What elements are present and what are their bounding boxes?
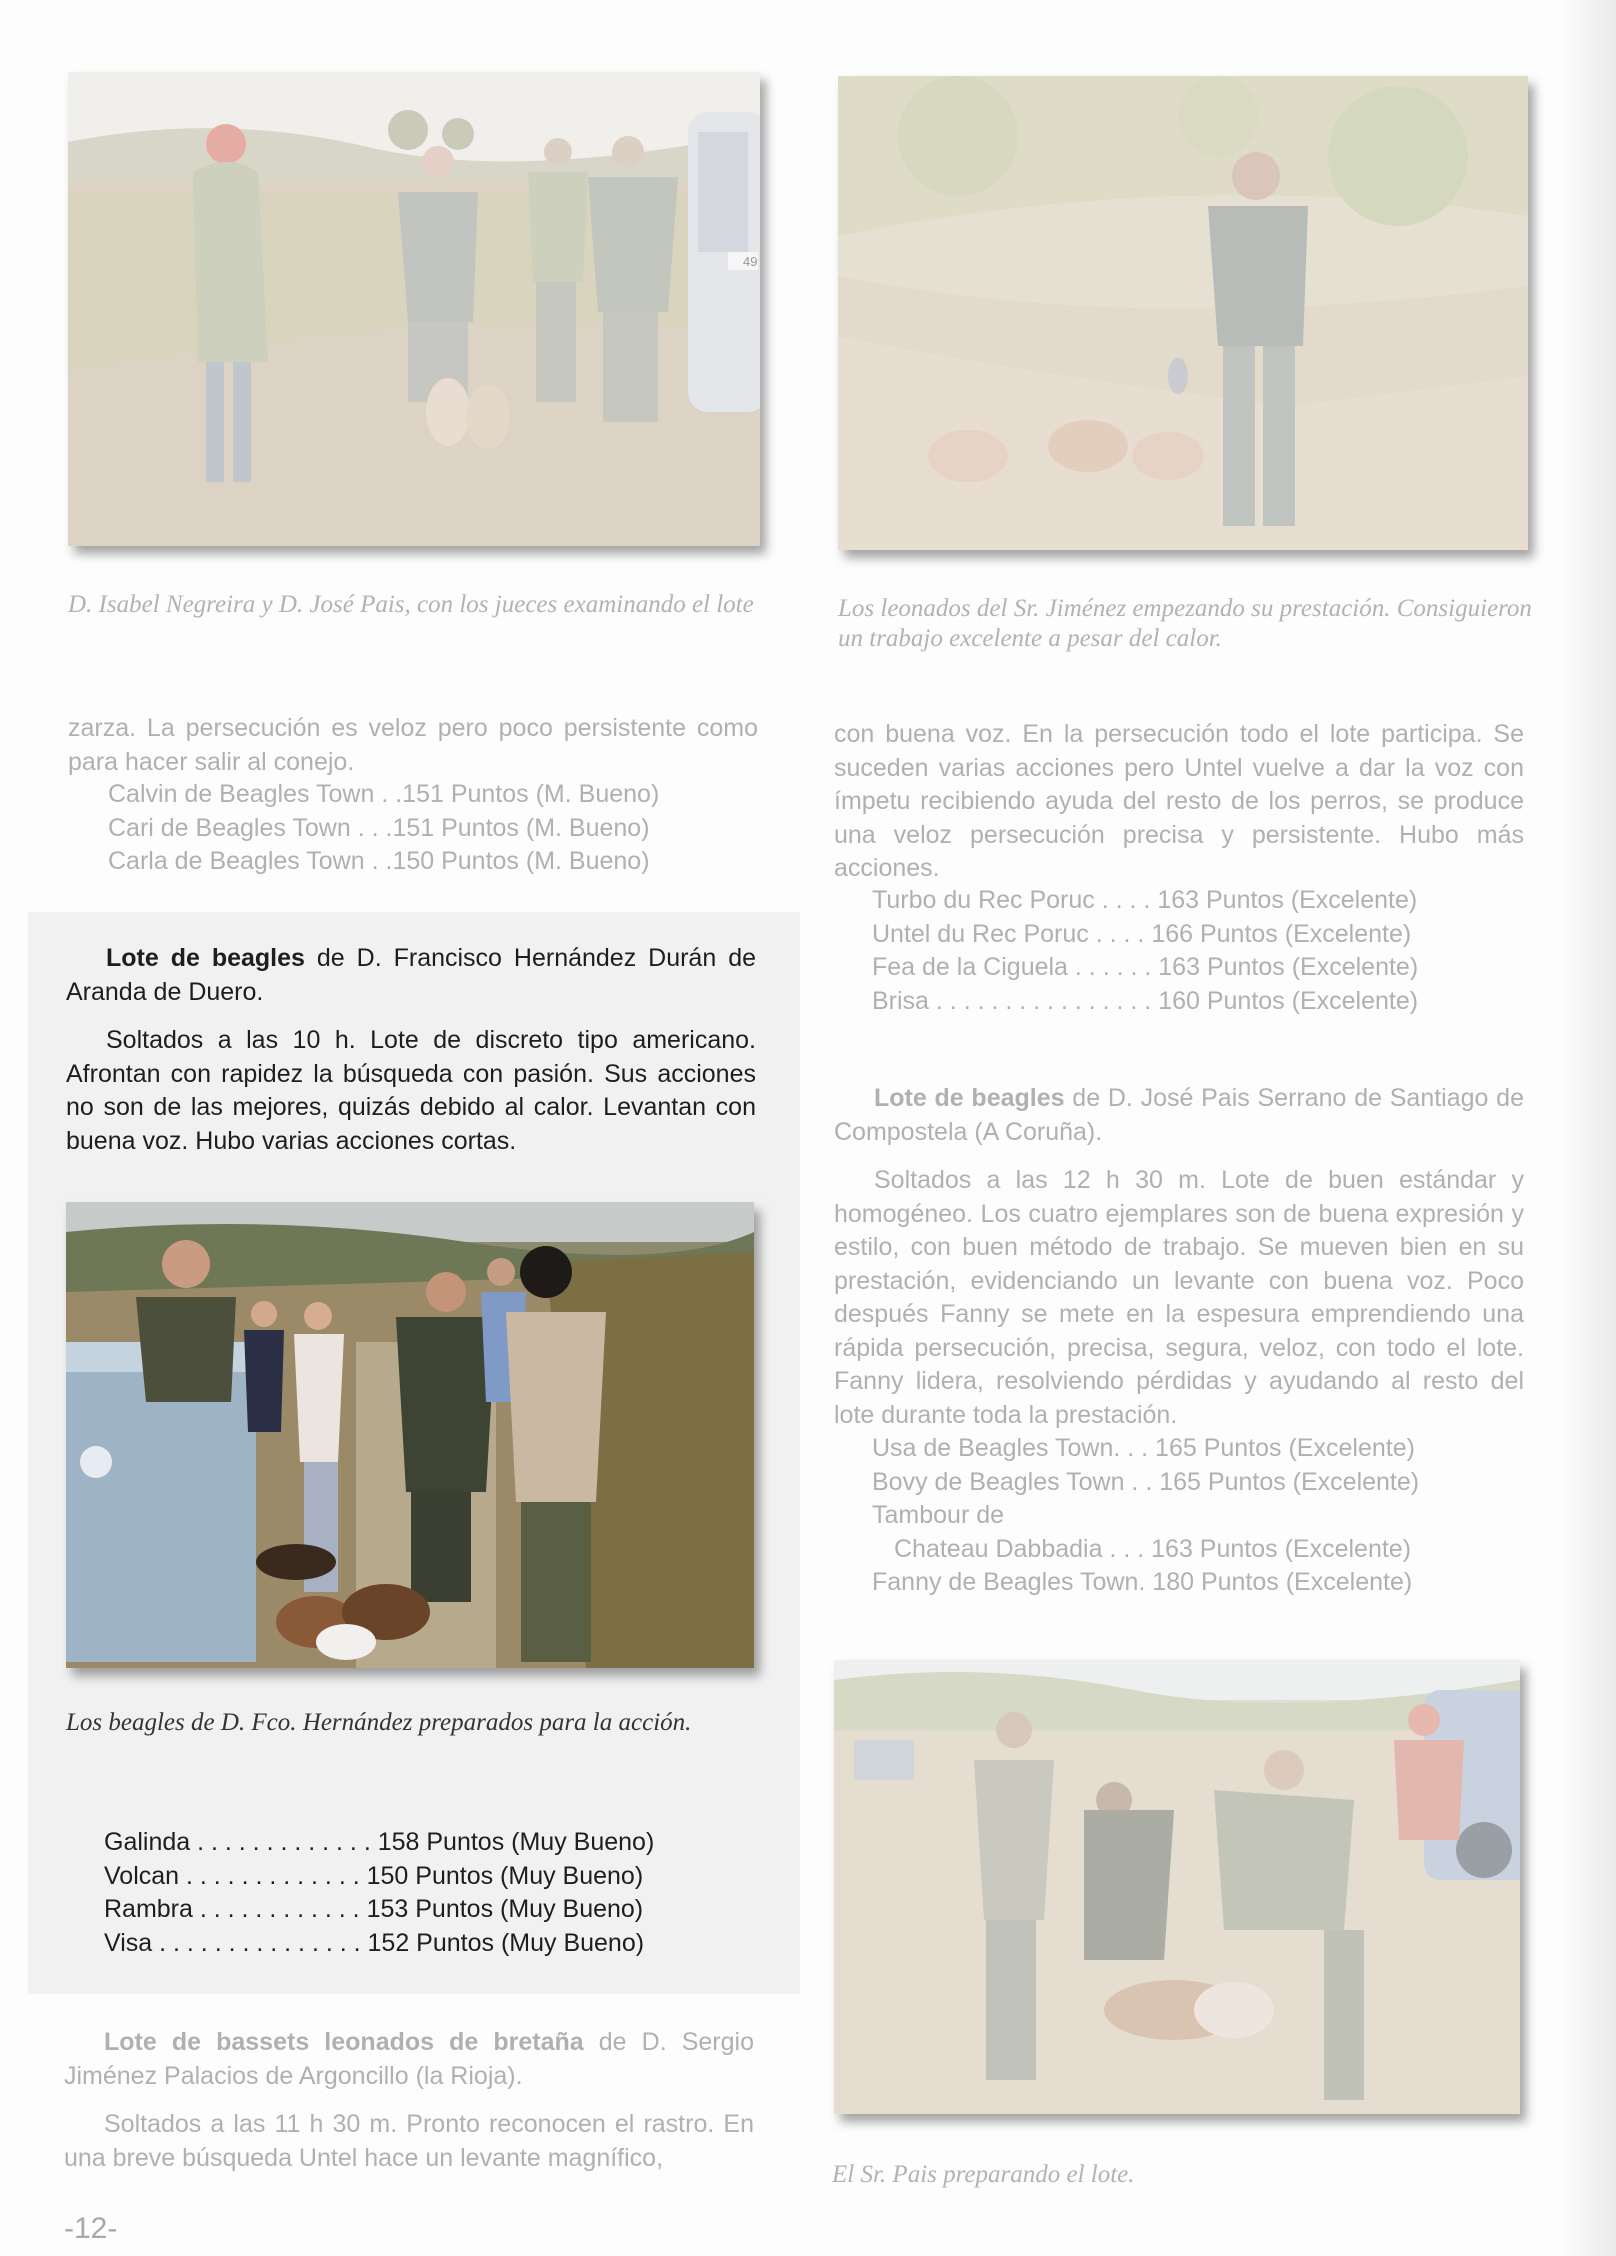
box-paragraph: Soltados a las 10 h. Lote de discreto tipo americano. Afrontan con rapidez la búsqueda con pasión. Sus acciones no son de las mejores, quizás debido al calor. Levantan con buena voz. Hubo varias acciones cortas.: [66, 1026, 756, 1155]
score-row: Visa . . . . . . . . . . . . . . . 152 Puntos (Muy Bueno): [104, 1928, 645, 1957]
score-row: Chateau Dabbadia . . . 163 Puntos (Excelente): [894, 1534, 1412, 1563]
page-number: -12-: [64, 2212, 118, 2245]
pais-paragraph-block: [834, 1164, 1524, 1432]
pais-heading-bold: Lote de beagles: [874, 1084, 1065, 1112]
bassets-paragraph: Soltados a las 11 h 30 m. Pronto reconocen el rastro. En una breve búsqueda Untel hace un levante magnífico,: [64, 2110, 754, 2172]
left-intro-paragraph: zarza. La persecución es veloz pero poco persistente como para hacer salir al conejo.: [68, 714, 758, 776]
caption-photo2: Los leonados del Sr. Jiménez empezando su prestación. Consiguieron un trabajo excelente a pesar del calor.: [838, 595, 1532, 652]
photo-pais-preparing: [834, 1660, 1520, 2114]
box-paragraph-block: [66, 1024, 756, 1158]
photo-judges-examining: [68, 72, 760, 546]
pais-heading: [834, 1082, 1524, 1149]
score-row: Fanny de Beagles Town. 180 Puntos (Excelente): [872, 1568, 1413, 1596]
bassets-heading-bold: Lote de bassets leonados de bretaña: [104, 2028, 584, 2056]
caption-photo1: D. Isabel Negreira y D. José Pais, con los jueces examinando el lote: [68, 591, 754, 618]
left-intro-block: [68, 712, 758, 779]
right-scores-b: [872, 1432, 1532, 1600]
caption-photo4: El Sr. Pais preparando el lote.: [832, 2161, 1135, 2188]
photo-beagles-ready: [66, 1202, 754, 1668]
right-scores-a: [872, 884, 1532, 1018]
score-row: Cari de Beagles Town . . .151 Puntos (M. Bueno): [108, 813, 650, 842]
score-row: Tambour de: [872, 1501, 1005, 1529]
score-row: Rambra . . . . . . . . . . . . 153 Puntos (Muy Bueno): [104, 1895, 644, 1923]
right-cont-paragraph: con buena voz. En la persecución todo el lote participa. Se suceden varias acciones pero Untel vuelve a dar la voz con ímpetu recibiendo ayuda del resto de los perros, se produce una veloz persecución precisa y persistente. Hubo más acciones.: [834, 720, 1524, 882]
score-row: Galinda . . . . . . . . . . . . . 158 Puntos (Muy Bueno): [104, 1828, 655, 1856]
pais-paragraph: Soltados a las 12 h 30 m. Lote de buen estándar y homogéneo. Los cuatro ejemplares son de buena expresión y estilo, con buen método de trabajo. Se mueven bien en su prestación, evidenciando un levante con buena voz. Poco después Fanny se mete en la espesura emprendiendo una rápida persecución, precisa, segura, veloz, con todo el lote. Fanny lidera, resolviendo pérdidas y ayudando al resto del lote durante toda la prestación.: [834, 1166, 1524, 1429]
page-edge-shadow: [1560, 0, 1616, 2256]
pais-heading-rest: de D. José Pais Serrano de Santiago de Compostela (A Coruña).: [834, 1084, 1524, 1146]
right-cont-block: [834, 718, 1524, 886]
score-row: Volcan . . . . . . . . . . . . . 150 Puntos (Muy Bueno): [104, 1861, 644, 1890]
score-row: Untel du Rec Poruc . . . . 166 Puntos (Excelente): [872, 919, 1412, 948]
score-row: Fea de la Ciguela . . . . . . 163 Puntos (Excelente): [872, 953, 1419, 981]
score-row: Brisa . . . . . . . . . . . . . . . . 160 Puntos (Excelente): [872, 986, 1419, 1015]
bassets-paragraph-block: [64, 2108, 754, 2175]
score-row: Calvin de Beagles Town . .151 Puntos (M. Bueno): [108, 780, 660, 808]
score-row: Carla de Beagles Town . .150 Puntos (M. Bueno): [108, 847, 650, 875]
box-scores: [104, 1826, 784, 1960]
box-heading: [66, 942, 756, 1009]
score-row: Usa de Beagles Town. . . 165 Puntos (Excelente): [872, 1434, 1415, 1462]
bassets-heading: [64, 2026, 754, 2093]
photo-leonados-starting: [838, 76, 1528, 550]
score-row: Turbo du Rec Poruc . . . . 163 Puntos (Excelente): [872, 886, 1418, 914]
left-scores-top: [108, 778, 768, 879]
caption-photo3: Los beagles de D. Fco. Hernández preparados para la acción.: [66, 1709, 692, 1736]
photo1-plate-text: 49: [743, 254, 758, 269]
box-heading-bold: Lote de beagles: [106, 944, 305, 972]
bassets-heading-rest: de D. Sergio Jiménez Palacios de Argoncillo (la Rioja).: [64, 2028, 754, 2090]
score-row: Bovy de Beagles Town . . 165 Puntos (Excelente): [872, 1467, 1420, 1496]
box-heading-rest: de D. Francisco Hernández Durán de Aranda de Duero.: [66, 944, 756, 1006]
